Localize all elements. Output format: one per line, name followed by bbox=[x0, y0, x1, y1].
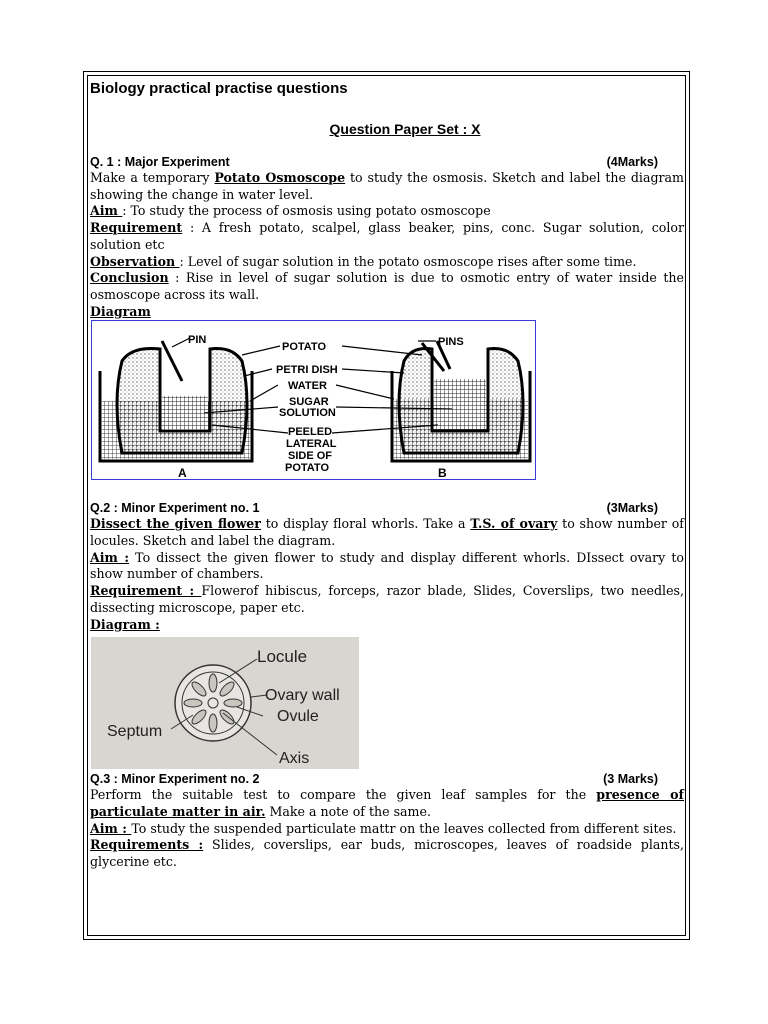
question-2-marks: (3Marks) bbox=[606, 501, 658, 516]
question-2-header bbox=[90, 500, 684, 516]
document-title: Biology practical practise questions bbox=[90, 80, 348, 97]
q1-observation-label: Observation bbox=[90, 253, 180, 269]
potato-osmoscope-diagram bbox=[92, 321, 535, 479]
label-peeled: PEELED bbox=[288, 426, 333, 439]
label-lateral: LATERAL bbox=[286, 438, 337, 451]
document-body bbox=[90, 76, 684, 871]
question-1-observation bbox=[90, 254, 684, 271]
q2-statement-post: to show number of locules. Sketch and label the diagram. bbox=[90, 516, 684, 549]
label-petri-dish: PETRI DISH bbox=[276, 364, 338, 377]
label-potato: POTATO bbox=[282, 341, 326, 354]
label-pin: PIN bbox=[188, 334, 207, 347]
question-1-conclusion bbox=[90, 270, 684, 303]
ovary-ts-diagram bbox=[91, 637, 359, 769]
q3-statement-post: Make a note of the same. bbox=[265, 803, 431, 819]
question-1 bbox=[90, 154, 684, 480]
q3-particulate-matter: presence of particulate matter in air. bbox=[90, 787, 684, 819]
q2-diagram-label: Diagram : bbox=[90, 616, 160, 632]
q1-potato-osmoscope: Potato Osmoscope bbox=[214, 170, 346, 185]
label-side-of: SIDE OF bbox=[288, 450, 333, 463]
label-solution: SOLUTION bbox=[279, 407, 336, 420]
label-ovary-wall: Ovary wall bbox=[265, 687, 340, 705]
question-3-marks: (3 Marks) bbox=[603, 772, 658, 787]
question-1-marks: (4Marks) bbox=[606, 155, 658, 169]
q2-aim-text: To dissect the given flower to study and display different whorls. DIssect ovary to show number of chambers. bbox=[90, 549, 684, 582]
label-a: A bbox=[178, 466, 187, 480]
q1-statement-post: to study the osmosis. Sketch and label the diagram showing the change in water level. bbox=[90, 170, 684, 202]
question-2-statement bbox=[90, 516, 684, 549]
label-sugar: SUGAR bbox=[289, 396, 329, 409]
axis-centre bbox=[208, 698, 218, 708]
q2-aim-label: Aim : bbox=[90, 549, 130, 565]
q2-ts-ovary: T.S. of ovary bbox=[470, 516, 558, 532]
question-3-requirements bbox=[90, 837, 684, 870]
q3-statement-pre: Perform the suitable test to compare the given leaf samples for the bbox=[90, 787, 597, 803]
question-3-header bbox=[90, 771, 684, 787]
q1-statement-pre: Make a temporary bbox=[90, 170, 215, 185]
q1-diagram-label: Diagram bbox=[90, 303, 151, 319]
q1-requirement-label: Requirement bbox=[90, 220, 183, 236]
question-set-title: Question Paper Set : X bbox=[329, 121, 481, 137]
ovary-ts-figure bbox=[91, 637, 359, 769]
question-1-requirement bbox=[90, 220, 684, 253]
label-locule: Locule bbox=[257, 647, 308, 667]
q2-statement-mid: to display floral whorls. Take a bbox=[260, 516, 471, 532]
question-1-statement bbox=[90, 170, 684, 203]
q1-aim-text: : To study the process of osmosis using potato osmoscope bbox=[122, 203, 491, 219]
label-water: WATER bbox=[288, 380, 327, 393]
question-2-requirement bbox=[90, 583, 684, 616]
question-1-header bbox=[90, 154, 684, 170]
question-3-heading: Q.3 : Minor Experiment no. 2 bbox=[90, 772, 260, 787]
question-2-heading: Q.2 : Minor Experiment no. 1 bbox=[90, 501, 260, 516]
q3-aim-text: To study the suspended particulate mattr on the leaves collected from different sites. bbox=[131, 820, 677, 836]
label-septum: Septum bbox=[107, 723, 163, 741]
question-1-aim bbox=[90, 203, 684, 220]
question-3-statement bbox=[90, 787, 684, 820]
label-potato-peeled: POTATO bbox=[285, 462, 329, 475]
q1-aim-label: Aim bbox=[90, 203, 123, 219]
label-pins: PINS bbox=[438, 336, 464, 349]
label-axis: Axis bbox=[279, 750, 310, 768]
q3-requirements-text: Slides, coverslips, ear buds, microscopes, leaves of roadside plants, glycerine etc. bbox=[90, 837, 685, 870]
potato-osmoscope-figure bbox=[91, 320, 536, 480]
q2-requirement-label: Requirement : bbox=[90, 583, 202, 599]
q1-conclusion-text: : Rise in level of sugar solution is due to osmotic entry of water inside the osmoscope across its wall. bbox=[90, 270, 684, 302]
q1-observation-text: : Level of sugar solution in the potato osmoscope rises after some time. bbox=[179, 253, 637, 269]
question-3-aim bbox=[90, 821, 684, 838]
q2-dissect-flower: Dissect the given flower bbox=[90, 516, 261, 532]
sugar-solution-b bbox=[434, 379, 486, 429]
q1-conclusion-label: Conclusion bbox=[90, 270, 169, 286]
q2-requirement-text: Flowerof hibiscus, forceps, razor blade, Slides, Coverslips, two needles, dissecting microscope, paper etc. bbox=[90, 583, 684, 615]
q3-aim-label: Aim : bbox=[90, 820, 132, 836]
question-2-aim bbox=[90, 550, 684, 583]
question-2 bbox=[90, 500, 684, 769]
label-b: B bbox=[438, 466, 447, 480]
q3-requirements-label: Requirements : bbox=[90, 837, 204, 853]
question-1-heading: Q. 1 : Major Experiment bbox=[90, 155, 230, 169]
sugar-solution-a bbox=[162, 396, 208, 430]
label-ovule: Ovule bbox=[277, 708, 319, 726]
question-3 bbox=[90, 771, 684, 871]
q1-requirement-text: : A fresh potato, scalpel, glass beaker, pins, conc. Sugar solution, color solution etc bbox=[90, 220, 684, 252]
